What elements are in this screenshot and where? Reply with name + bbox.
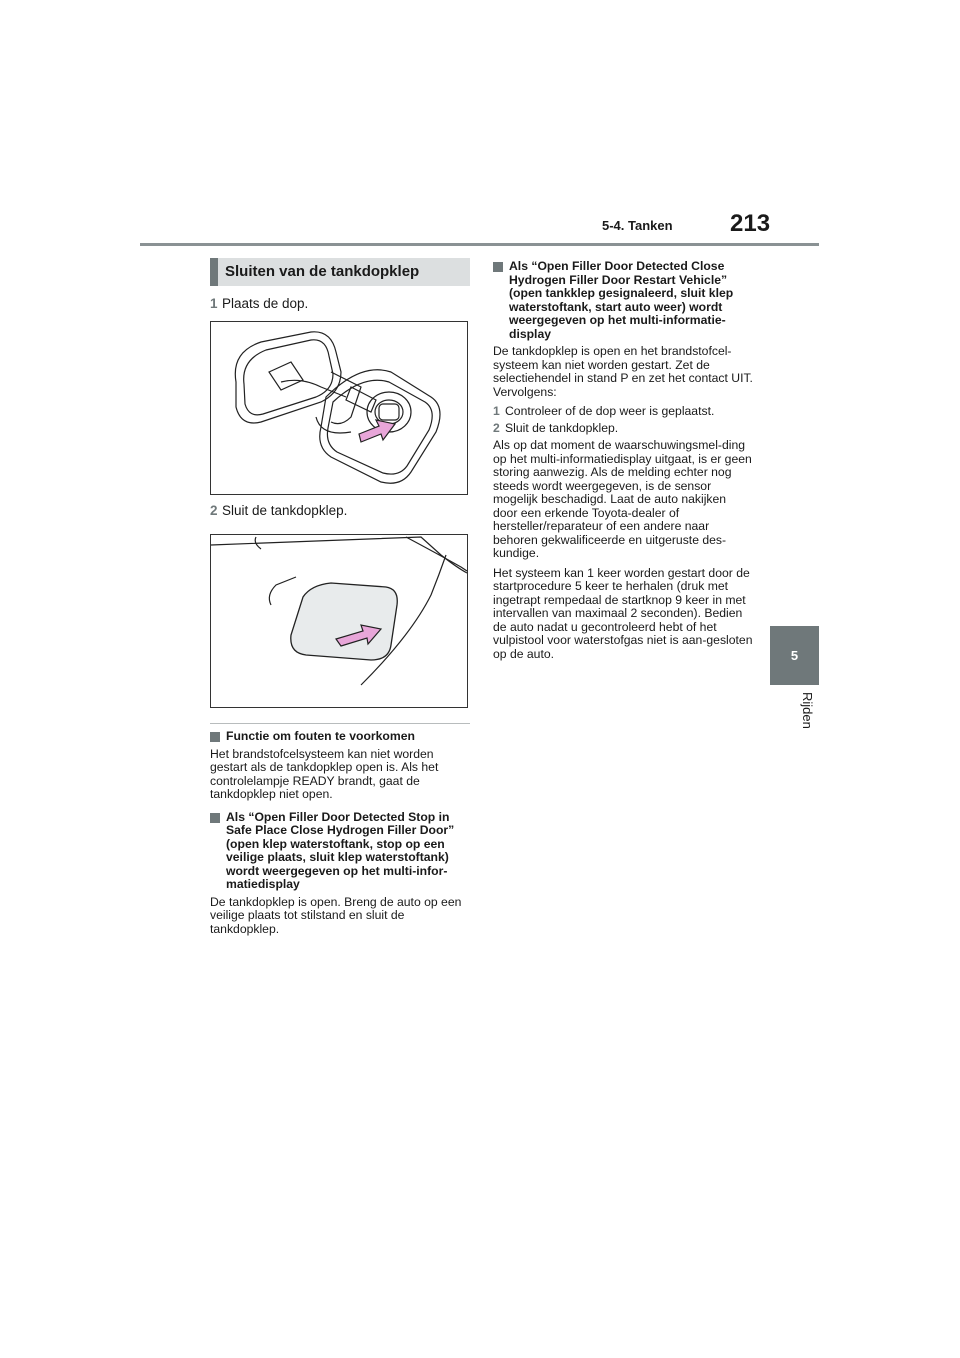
step-text: Sluit de tankdopklep. <box>505 420 619 435</box>
step-number: 2 <box>493 420 500 435</box>
step-number: 1 <box>493 404 500 418</box>
step-number: 1 <box>210 296 218 311</box>
step-text: Sluit de tankdopklep. <box>222 503 348 518</box>
step-number: 2 <box>210 503 218 518</box>
chapter-label: Rijden <box>800 692 815 729</box>
paragraph: De tankdopklep is open en het brandstofcel-systeem kan niet worden gestart. Zet de selectiehendel in stand P en zet het contact UIT. Vervolgens: <box>493 344 753 399</box>
step-text: Controleer of de dop weer is geplaatst. <box>505 404 715 418</box>
page-number: 213 <box>730 210 771 237</box>
step-1 <box>493 405 753 419</box>
paragraph: Het brandstofcelsysteem kan niet worden gestart als de tankdopklep open is. Als het controlelampje READY brandt, gaat de tankdopklep niet open. <box>210 746 439 801</box>
fuel-door <box>291 583 397 660</box>
header-divider <box>140 243 819 246</box>
chapter-number: 5 <box>790 648 799 663</box>
heading-bar <box>210 258 218 286</box>
section-heading <box>210 258 470 286</box>
paragraph: Als op dat moment de waarschuwingsmel-ding op het multi-informatiedisplay uitgaat, is er geen storing aanwezig. Als de melding echter nog steeds wordt weergegeven, is de sensor mogelijk beschadigd. Laat de auto nakijken door een erkende Toyota-dealer of hersteller/reparateur of een andere naar behoren gekwalificeerde en uitgeruste des-kundige. <box>493 438 752 560</box>
section-heading-title: Sluiten van de tankdopklep <box>225 263 420 280</box>
section-title: 5-4. Tanken <box>602 218 673 233</box>
left-column <box>210 258 470 942</box>
square-bullet-icon <box>210 732 220 742</box>
sub-heading-text: Als “Open Filler Door Detected Close Hydrogen Filler Door Restart Vehicle” (open tankklep gesignaleerd, sluit klep waterstoftank, start auto weer) wordt weergegeven op het multi-informatie-display <box>509 259 734 341</box>
figure-insert-cap <box>210 321 468 495</box>
fuel-cap-illustration <box>211 322 467 494</box>
chapter-tab <box>770 626 819 685</box>
right-column <box>493 258 753 667</box>
paragraph: Het systeem kan 1 keer worden gestart door de startprocedure 5 keer te herhalen (druk met ingetrapt rempedaal de startknop 9 keer in met intervallen van maximaal 2 seconden). Bedien de auto nadat u gecontroleerd hebt of het vulpistool voor waterstofgas niet is aan-gesloten op de auto. <box>493 565 753 661</box>
paragraph: De tankdopklep is open. Breng de auto op een veilige plaats tot stilstand en sluit de tankdopklep. <box>210 894 462 936</box>
step-2 <box>210 503 470 519</box>
square-bullet-icon <box>210 813 220 823</box>
step-2 <box>493 422 753 436</box>
fuel-door-illustration <box>211 535 467 707</box>
step-1 <box>210 296 470 312</box>
sub-heading <box>493 260 753 341</box>
sub-heading <box>210 811 470 892</box>
step-text: Plaats de dop. <box>222 296 309 311</box>
figure-close-door <box>210 534 468 708</box>
sub-heading <box>210 730 470 744</box>
divider <box>210 723 470 724</box>
sub-heading-text: Als “Open Filler Door Detected Stop in Safe Place Close Hydrogen Filler Door” (open klep waterstoftank, stop op een veilige plaats, sluit klep waterstoftank) wordt weergegeven op het multi-infor-matiedisplay <box>226 809 455 891</box>
square-bullet-icon <box>493 262 503 272</box>
arrow-icon <box>359 420 395 442</box>
sub-heading-text: Functie om fouten te voorkomen <box>226 729 415 743</box>
